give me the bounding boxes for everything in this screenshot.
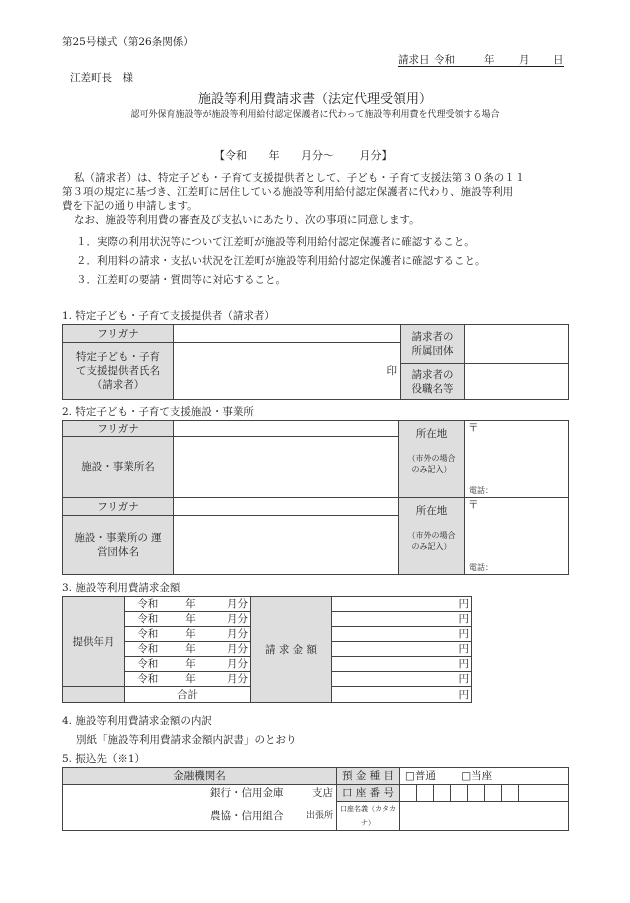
request-date-era: 令和	[434, 54, 455, 66]
amount-field[interactable]	[332, 672, 472, 687]
amount-field[interactable]	[332, 612, 472, 627]
bank-name-label: 金融機関名	[63, 768, 337, 785]
row-era: 令和	[125, 672, 171, 687]
account-digit-filler	[519, 785, 569, 802]
row-year: 年	[171, 642, 211, 657]
yen-unit: 円	[458, 598, 469, 610]
facility-furigana-field[interactable]	[174, 421, 399, 437]
request-date	[398, 52, 564, 67]
section-1-heading: 1. 特定子ども・子育て支援提供者（請求者）	[62, 310, 275, 322]
bank-type-1: 銀行・信用金庫	[171, 785, 287, 802]
role-label	[401, 364, 465, 400]
row-month: 月分	[211, 672, 251, 687]
account-digit[interactable]	[468, 785, 485, 802]
request-date-label: 請求日	[398, 54, 430, 66]
row-year: 年	[171, 672, 211, 687]
deposit-current-checkbox[interactable]: □当座	[461, 770, 493, 782]
period-month-to: 月分】	[359, 149, 393, 162]
bank-name-field[interactable]	[63, 785, 171, 831]
period-year: 年	[268, 149, 280, 162]
provider-name-field[interactable]	[174, 343, 401, 400]
row-month: 月分	[211, 657, 251, 672]
section-2-heading: 2. 特定子ども・子育て支援施設・事業所	[62, 406, 254, 418]
furigana-label: フリガナ	[63, 421, 174, 437]
org-label-line: 所属団体	[411, 345, 454, 357]
row-year: 年	[171, 612, 211, 627]
org-label	[401, 325, 465, 364]
office-label: 出張所	[287, 802, 337, 831]
provider-name-label-line: 特定子ども・子育	[76, 351, 160, 363]
row-era: 令和	[125, 657, 171, 672]
request-date-day: 日	[553, 54, 564, 66]
amount-field[interactable]	[332, 597, 472, 612]
period-label-filler	[63, 687, 125, 703]
provider-table	[62, 324, 569, 400]
provider-furigana-field[interactable]	[174, 325, 401, 343]
tel-label: 電話：	[469, 563, 493, 572]
account-digit[interactable]	[417, 785, 434, 802]
org-label-line: 請求者の	[411, 331, 454, 343]
facility-name-label: 施設・事業所名	[63, 437, 174, 498]
provider-name-label-line: （請求者）	[91, 379, 145, 391]
postal-mark: 〒	[468, 422, 479, 434]
amount-field[interactable]	[332, 642, 472, 657]
facility-table	[62, 420, 569, 575]
location-note: のみ記入）	[411, 542, 452, 551]
intro-line: 私（請求者）は、特定子ども・子育て支援提供者として、子ども・子育て支援法第３０条の１１	[74, 172, 526, 184]
page-subtitle: 認可外保育施設等が施設等利用給付認定保護者に代わって施設等利用費を代理受領する場合	[130, 110, 500, 120]
addressee: 江差町長 様	[70, 72, 133, 84]
role-label-line: 役職名等	[411, 382, 454, 395]
amount-label: 請 求 金 額	[251, 597, 332, 703]
yen-unit: 円	[458, 628, 469, 640]
intro-paragraph	[62, 171, 525, 227]
location-label	[399, 498, 465, 575]
yen-unit: 円	[458, 658, 469, 670]
org-furigana-field[interactable]	[174, 498, 399, 516]
row-month: 月分	[211, 627, 251, 642]
row-era: 令和	[125, 612, 171, 627]
amount-table	[62, 596, 472, 703]
postal-mark: 〒	[468, 499, 479, 511]
row-month: 月分	[211, 597, 251, 612]
row-year: 年	[171, 597, 211, 612]
consent-item: １．実際の利用状況等について江差町が施設等利用給付認定保護者に確認すること。	[76, 236, 475, 248]
period-label: 提供年月	[63, 597, 125, 687]
row-year: 年	[171, 657, 211, 672]
row-era: 令和	[125, 642, 171, 657]
section-4-heading: 4. 施設等利用費請求金額の内訳	[62, 715, 212, 727]
account-digit[interactable]	[451, 785, 468, 802]
intro-line: 費を下記の通り申請します。	[62, 200, 198, 212]
location-note: （市外の場合	[407, 531, 456, 540]
branch-label: 支店	[287, 785, 337, 802]
account-name-label: 口座名義（カタカナ）	[337, 802, 400, 831]
row-year: 年	[171, 627, 211, 642]
org-name-field[interactable]	[174, 516, 399, 575]
location-label-text: 所在地	[415, 505, 448, 517]
org-name-label	[63, 516, 174, 575]
org-name-label-line: 営団体名	[97, 546, 139, 558]
provider-name-label	[63, 343, 174, 400]
row-month: 月分	[211, 612, 251, 627]
breakdown-reference: 別紙「施設等利用費請求金額内訳書」のとおり	[76, 734, 297, 746]
request-date-year: 年	[484, 54, 495, 66]
amount-field[interactable]	[332, 657, 472, 672]
yen-unit: 円	[458, 643, 469, 655]
section-3-heading: 3. 施設等利用費請求金額	[62, 582, 181, 594]
yen-unit: 円	[458, 688, 469, 701]
row-month: 月分	[211, 642, 251, 657]
furigana-label: フリガナ	[63, 498, 174, 516]
account-digit[interactable]	[434, 785, 451, 802]
account-name-field[interactable]	[400, 802, 569, 831]
period-month-from: 月分～	[301, 149, 334, 162]
consent-item: ３．江差町の要請・質問等に対応すること。	[76, 274, 286, 286]
bank-type-2: 農協・信用組合	[171, 802, 287, 831]
page-title: 施設等利用費請求書（法定代理受領用）	[197, 92, 432, 107]
period-open: 【令和	[214, 149, 247, 162]
role-label-line: 請求者の	[411, 368, 454, 381]
account-digit[interactable]	[502, 785, 519, 802]
location-note: （市外の場合	[407, 454, 456, 463]
tel-label: 電話：	[469, 486, 493, 495]
org-address-field[interactable]	[465, 498, 569, 575]
provider-name-label-line: て支援提供者氏名	[76, 365, 160, 377]
deposit-ordinary-checkbox[interactable]: □普通	[405, 770, 436, 782]
org-name-label-line: 施設・事業所の 運	[74, 532, 162, 544]
consent-item: ２．利用料の請求・支払い状況を江差町が施設等利用給付認定保護者に確認すること。	[76, 255, 486, 267]
intro-consent: なお、施設等利用費の審査及び支払いにあたり、次の事項に同意します。	[74, 214, 420, 226]
provider-org-field[interactable]	[465, 325, 569, 364]
facility-name-field[interactable]	[174, 437, 399, 498]
total-amount-field[interactable]	[332, 687, 472, 703]
form-number: 第25号様式（第26条関係）	[62, 36, 194, 48]
furigana-label: フリガナ	[63, 325, 174, 343]
deposit-type-label: 預 金 種 目	[337, 768, 400, 785]
amount-field[interactable]	[332, 627, 472, 642]
yen-unit: 円	[458, 673, 469, 685]
bank-table	[62, 767, 569, 831]
location-note: のみ記入）	[411, 465, 452, 474]
seal-mark: 印	[386, 365, 397, 377]
provider-role-field[interactable]	[465, 364, 569, 400]
yen-unit: 円	[458, 613, 469, 625]
location-label-text: 所在地	[415, 428, 448, 440]
facility-address-field[interactable]	[465, 421, 569, 498]
request-date-month: 月	[519, 54, 530, 66]
account-number-label: 口 座 番 号	[337, 785, 400, 802]
row-era: 令和	[125, 627, 171, 642]
period-line	[214, 147, 393, 163]
intro-line: 第３項の規定に基づき、江差町に居住している施設等利用給付認定保護者に代わり、施設等利用	[62, 186, 514, 198]
deposit-type-options	[400, 768, 569, 785]
account-digit[interactable]	[400, 785, 417, 802]
total-label: 合計	[125, 687, 251, 703]
account-digit[interactable]	[485, 785, 502, 802]
consent-list	[76, 233, 486, 290]
location-label	[399, 421, 465, 498]
section-5-heading: 5. 振込先（※1）	[62, 753, 146, 765]
row-era: 令和	[125, 597, 171, 612]
